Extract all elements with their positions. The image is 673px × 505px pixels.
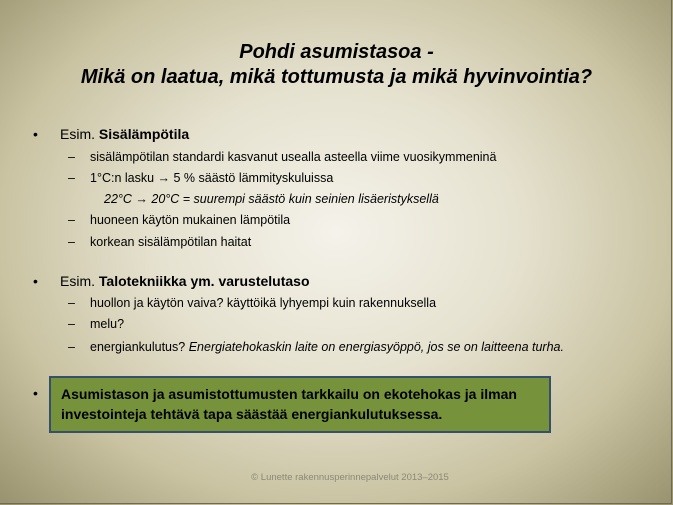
section1-prefix: Esim. [60,126,95,142]
energy-label: energiankulutus? [90,340,186,354]
list-item-text [90,339,564,356]
conclusion-line1: Asumistason ja asumistottumusten tarkkailu on ekotehokas ja ilman [61,386,517,402]
footer-copyright: © Lunette rakennusperinnepalvelut 2013–2015 [251,472,449,483]
dash-marker: – [68,317,75,331]
energy-note: Energiatehokaskin laite on energiasyöppö, jos se on laitteena turha. [188,340,564,354]
section1-note: 22°C → 20°C = suurempi säästö kuin seinien lisäeristyksellä [104,192,439,206]
conclusion-box [49,376,551,433]
conclusion-line2: investointeja tehtävä tapa säästää energiankulutuksessa. [61,406,443,422]
slide-title-line1: Pohdi asumistasoa - [239,41,434,63]
section1-heading [60,125,189,143]
list-item-text: huoneen käytön mukainen lämpötila [90,213,291,227]
list-item-text: korkean sisälämpötilan haitat [90,235,252,249]
bullet-marker: • [33,273,38,289]
section2-heading [60,272,310,290]
section2-prefix: Esim. [60,273,95,289]
dash-marker: – [68,296,75,310]
dash-marker: – [68,150,75,164]
dash-marker: – [68,171,75,185]
dash-marker: – [68,340,75,354]
bullet-marker: • [33,126,38,142]
dash-marker: – [68,213,75,227]
section1-title: Sisälämpötila [98,126,190,142]
bullet-marker: • [33,385,38,401]
list-item-text: melu? [90,317,125,331]
dash-marker: – [68,235,75,249]
slide-title-line2: Mikä on laatua, mikä tottumusta ja mikä hyvinvointia? [80,66,593,88]
list-item-text: huollon ja käytön vaiva? käyttöikä lyhyempi kuin rakennuksella [90,296,437,310]
section2-title: Talotekniikka ym. varustelutaso [98,273,310,289]
list-item-text: 1°C:n lasku → 5 % säästö lämmityskuluissa [90,171,334,185]
list-item-text: sisälämpötilan standardi kasvanut usealla asteella viime vuosikymmeninä [90,150,497,164]
